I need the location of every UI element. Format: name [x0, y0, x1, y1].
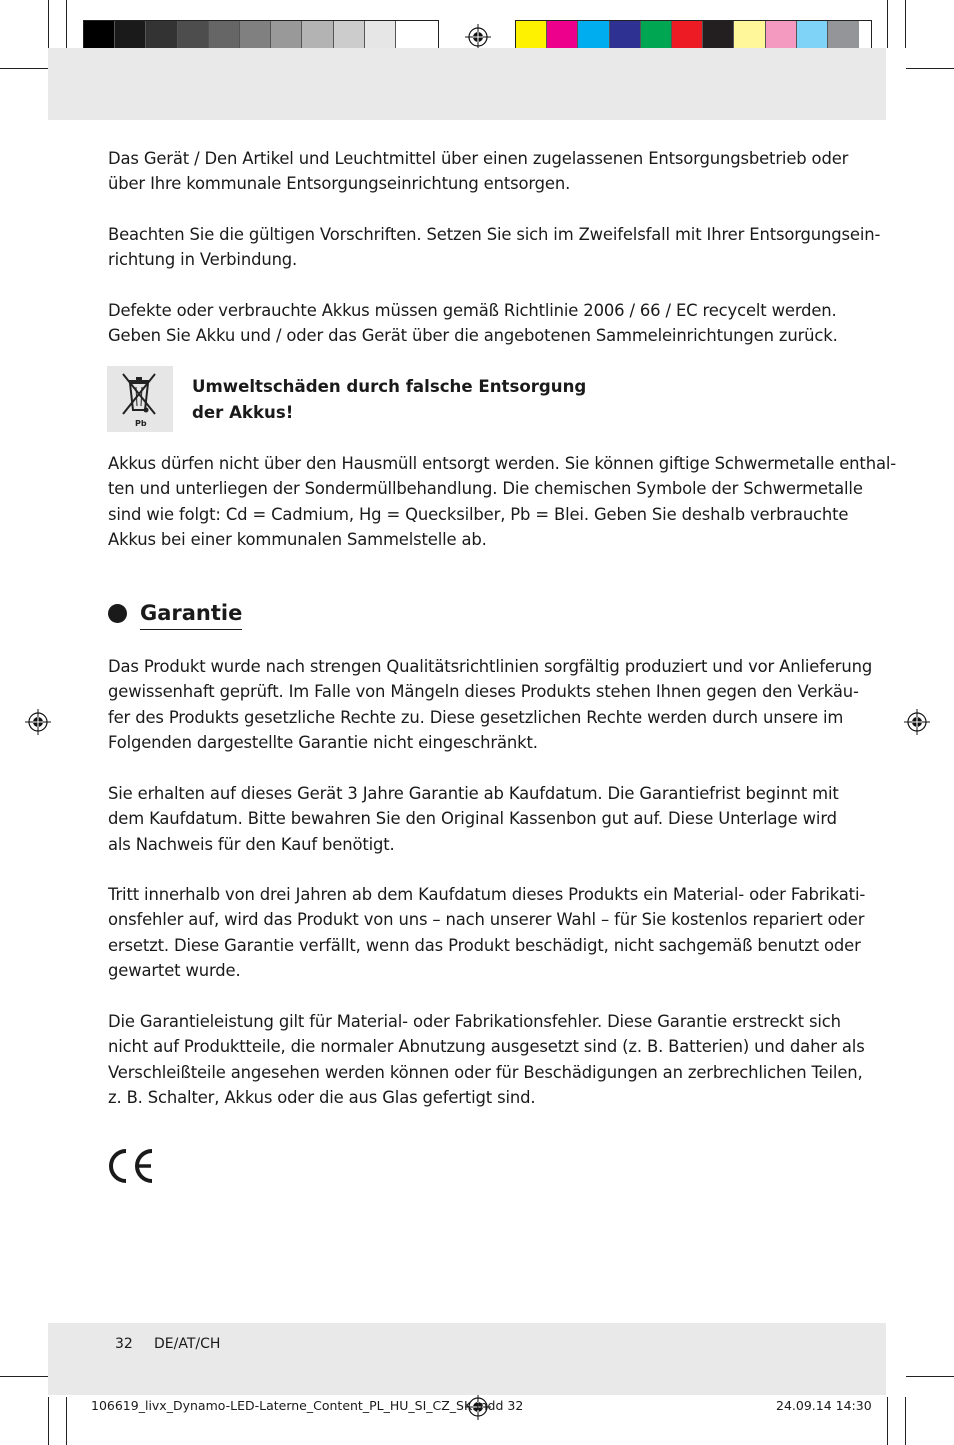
- warning-body: Akkus dürfen nicht über den Hausmüll entsorgt werden. Sie können giftige Schwermetalle enthal- ten und unterliegen der Sondermüllbehandlung. Die chemischen Symbole der Schwermetalle sind wie folgt: Cd = Cadmium, Hg = Quecksilber, Pb = Blei. Geben Sie deshalb verbrauchte Akkus bei einer kommunalen Sammelstelle ab.: [108, 454, 896, 549]
- page-number: 32: [115, 1336, 133, 1352]
- garantie-paragraph-4: Die Garantieleistung gilt für Material- oder Fabrikationsfehler. Diese Garantie erstreckt sich nicht auf Produktteile, die normaler Abnutzung ausgesetzt sind (z. B. Batterien) und daher als Verschleißteile angesehen werden können oder für Beschädigungen an zerbrechlichen Teilen, z. B. Schalter, Akkus oder die aus Glas gefertigt sind.: [108, 1012, 865, 1107]
- crop-mark: [906, 1376, 954, 1377]
- page-region: DE/AT/CH: [154, 1336, 221, 1352]
- crop-mark: [905, 1397, 906, 1445]
- disposal-paragraph-2: Beachten Sie die gültigen Vorschriften. Setzen Sie sich im Zweifelsfall mit Ihrer Entsorgungsein- richtung in Verbindung.: [108, 225, 881, 270]
- ce-mark-icon: [108, 1148, 156, 1184]
- registration-mark-icon: [25, 709, 51, 735]
- crop-mark: [48, 0, 49, 48]
- crop-mark: [0, 1376, 48, 1377]
- garantie-paragraph-1: Das Produkt wurde nach strengen Qualitätsrichtlinien sorgfältig produziert und vor Anlieferung gewissenhaft geprüft. Im Falle von Mängeln dieses Produkts stehen Ihnen gegen den Verkäu- fer des Produkts gesetzliche Rechte zu. Diese gesetzlichen Rechte werden durch unsere im Folgenden dargestellte Garantie nicht eingeschränkt.: [108, 657, 873, 752]
- crossed-out-bin-graphic: [107, 366, 173, 432]
- crop-mark: [48, 1397, 49, 1445]
- crop-mark: [0, 68, 48, 69]
- header-band: [48, 48, 886, 120]
- footer-band: [48, 1323, 886, 1395]
- registration-mark-icon: [465, 24, 491, 50]
- disposal-paragraph-1: Das Gerät / Den Artikel und Leuchtmittel über einen zugelassenen Entsorgungsbetrieb oder über Ihre kommunale Entsorgungseinrichtung entsorgen.: [108, 149, 849, 194]
- crossed-out-bin-icon: [107, 366, 173, 432]
- crop-mark: [906, 68, 954, 69]
- garantie-paragraph-2: Sie erhalten auf dieses Gerät 3 Jahre Garantie ab Kaufdatum. Die Garantiefrist beginnt mit dem Kaufdatum. Bitte bewahren Sie den Original Kassenbon gut auf. Diese Unterlage wird als Nachweis für den Kauf benötigt.: [108, 784, 839, 854]
- crop-mark: [66, 0, 67, 48]
- crop-mark: [887, 1397, 888, 1445]
- garantie-paragraph-3: Tritt innerhalb von drei Jahren ab dem Kaufdatum dieses Produkts ein Material- oder Fabrikati- onsfehler auf, wird das Produkt von uns – nach unserer Wahl – für Sie kostenlos repariert oder ersetzt. Diese Garantie verfällt, wenn das Produkt beschädigt, nicht sachgemäß benutzt oder gewartet wurde.: [108, 885, 866, 980]
- crop-mark: [66, 1397, 67, 1445]
- print-slug-filename: 106619_livx_Dynamo-LED-Laterne_Content_PL_HU_SI_CZ_SK.indd 32: [91, 1398, 524, 1413]
- crop-mark: [905, 0, 906, 48]
- section-title-garantie: Garantie: [140, 598, 242, 630]
- warning-title: Umweltschäden durch falsche Entsorgung der Akkus!: [192, 377, 587, 422]
- section-bullet-icon: [108, 604, 127, 623]
- print-slug-date: 24.09.14 14:30: [776, 1398, 872, 1413]
- registration-mark-icon: [904, 709, 930, 735]
- svg-text:Pb: Pb: [135, 419, 147, 428]
- disposal-paragraph-3: Defekte oder verbrauchte Akkus müssen gemäß Richtlinie 2006 / 66 / EC recycelt werden. Geben Sie Akku und / oder das Gerät über die angebotenen Sammeleinrichtungen zurück.: [108, 301, 838, 346]
- crop-mark: [887, 0, 888, 48]
